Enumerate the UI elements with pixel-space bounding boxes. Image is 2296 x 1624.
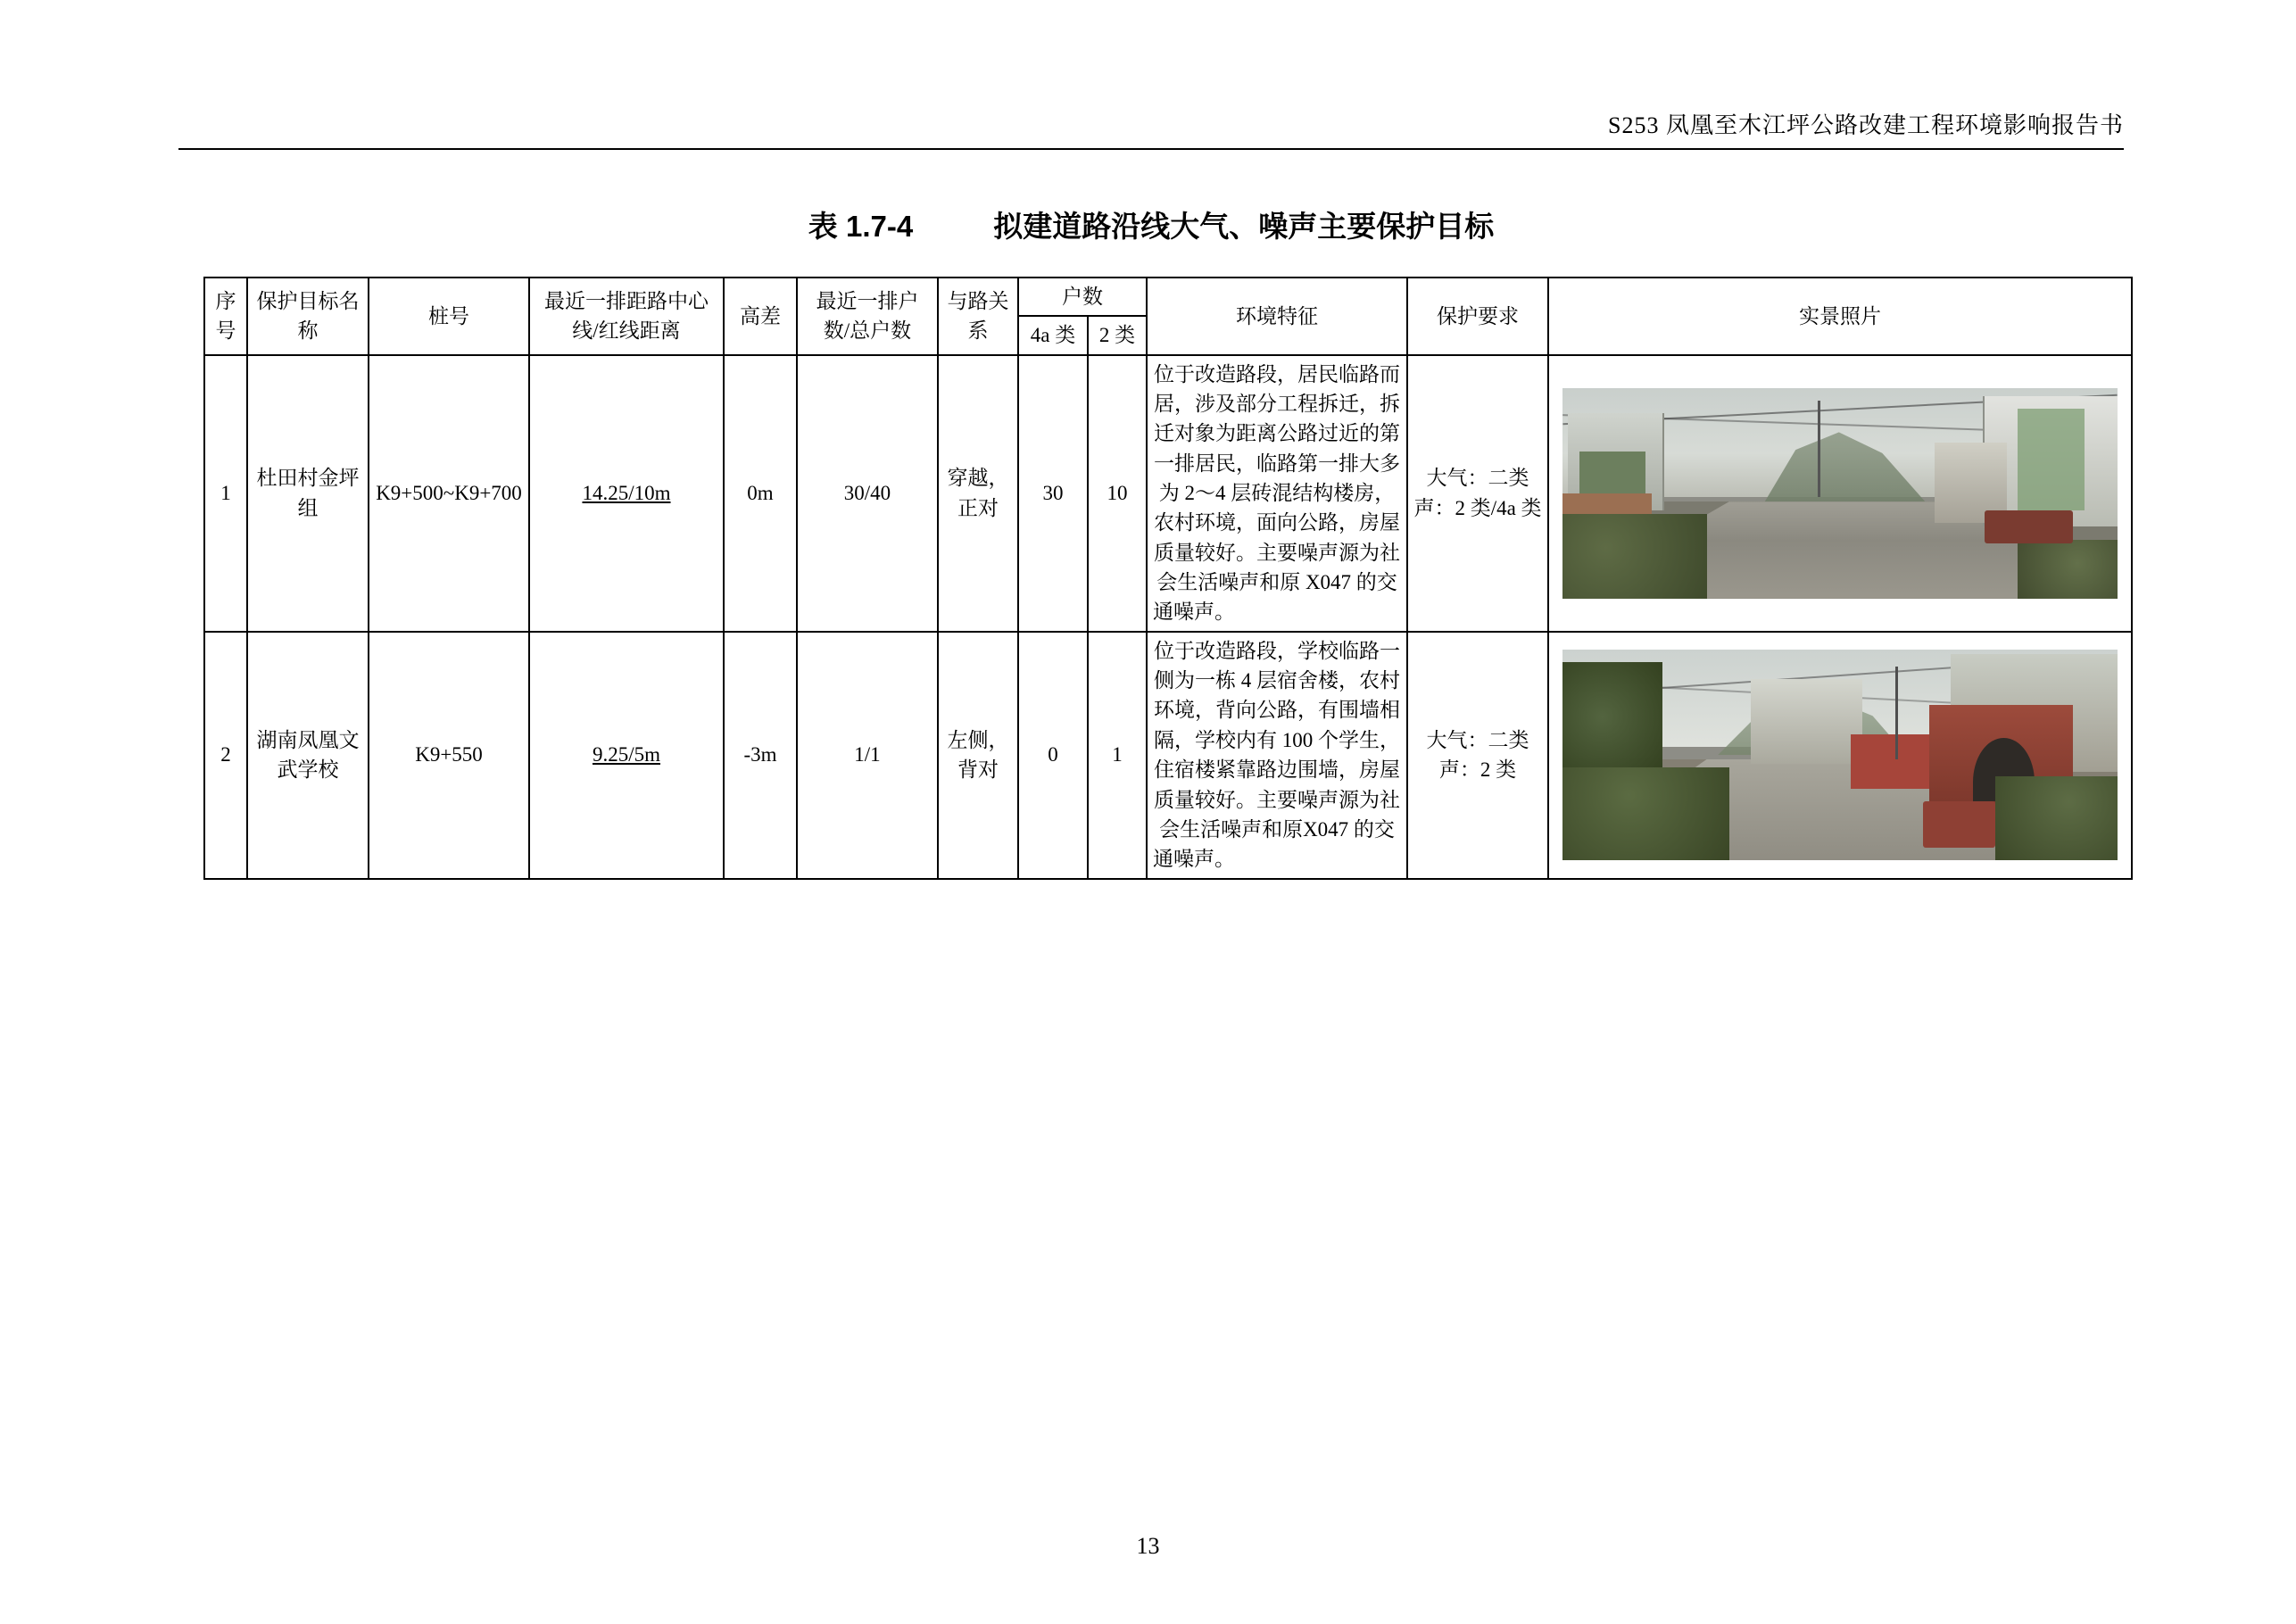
col-header-distance: 最近一排距路中心线/红线距离 [529,278,724,355]
protection-targets-table [203,277,2133,880]
cell-distance [529,632,724,879]
table-caption-number: 表 1.7-4 [808,210,914,243]
running-header: S253 凤凰至木江坪公路改建工程环境影响报告书 [1608,112,2124,138]
col-header-stake: 桩号 [369,278,529,355]
col-header-requirement: 保护要求 [1407,278,1548,355]
cell-households: 1/1 [797,632,938,879]
col-header-relation: 与路关系 [938,278,1018,355]
col-header-name: 保护目标名称 [247,278,369,355]
table-row [204,355,2132,632]
cell-class-4a: 30 [1018,355,1088,632]
cell-index: 2 [204,632,247,879]
col-header-index: 序号 [204,278,247,355]
table-caption [178,203,2124,245]
cell-elevation: -3m [724,632,797,879]
cell-name: 杜田村金坪组 [247,355,369,632]
col-header-household-count: 户数 [1018,278,1147,316]
cell-class-4a: 0 [1018,632,1088,879]
cell-households: 30/40 [797,355,938,632]
photo-village-road [1562,388,2118,599]
col-header-elevation: 高差 [724,278,797,355]
cell-class-2: 1 [1088,632,1147,879]
cell-stake: K9+500~K9+700 [369,355,529,632]
page-number: 13 [1136,1533,1160,1559]
cell-elevation: 0m [724,355,797,632]
cell-stake: K9+550 [369,632,529,879]
col-header-photo: 实景照片 [1548,278,2132,355]
cell-relation: 穿越，正对 [938,355,1018,632]
cell-distance-value: 14.25/10m [582,482,671,505]
cell-environment: 位于改造路段，居民临路而居，涉及部分工程拆迁，拆迁对象为距离公路过近的第一排居民，临路第一排大多为 2～4 层砖混结构楼房，农村环境，面向公路，房屋质量较好。主要噪声源为社会生活噪声和原 X047 的交通噪声。 [1147,355,1407,632]
cell-environment: 位于改造路段，学校临路一侧为一栋 4 层宿舍楼，农村环境，背向公路，有围墙相隔，学校内有 100 个学生，住宿楼紧靠路边围墙，房屋质量较好。主要噪声源为社会生活噪声和原X047 的交通噪声。 [1147,632,1407,879]
header-divider [178,148,2124,150]
col-header-households: 最近一排户数/总户数 [797,278,938,355]
cell-class-2: 10 [1088,355,1147,632]
cell-photo [1548,632,2132,879]
cell-distance [529,355,724,632]
table-row [204,632,2132,879]
cell-relation: 左侧，背对 [938,632,1018,879]
cell-name: 湖南凤凰文武学校 [247,632,369,879]
cell-requirement: 大气：二类 声：2 类 [1407,632,1548,879]
col-header-class-4a: 4a 类 [1018,316,1088,354]
cell-distance-value: 9.25/5m [592,743,661,766]
col-header-environment: 环境特征 [1147,278,1407,355]
table-caption-title: 拟建道路沿线大气、噪声主要保护目标 [993,210,1495,243]
cell-index: 1 [204,355,247,632]
cell-photo [1548,355,2132,632]
col-header-class-2: 2 类 [1088,316,1147,354]
cell-requirement: 大气：二类 声：2 类/4a 类 [1407,355,1548,632]
photo-school-gate [1562,650,2118,860]
